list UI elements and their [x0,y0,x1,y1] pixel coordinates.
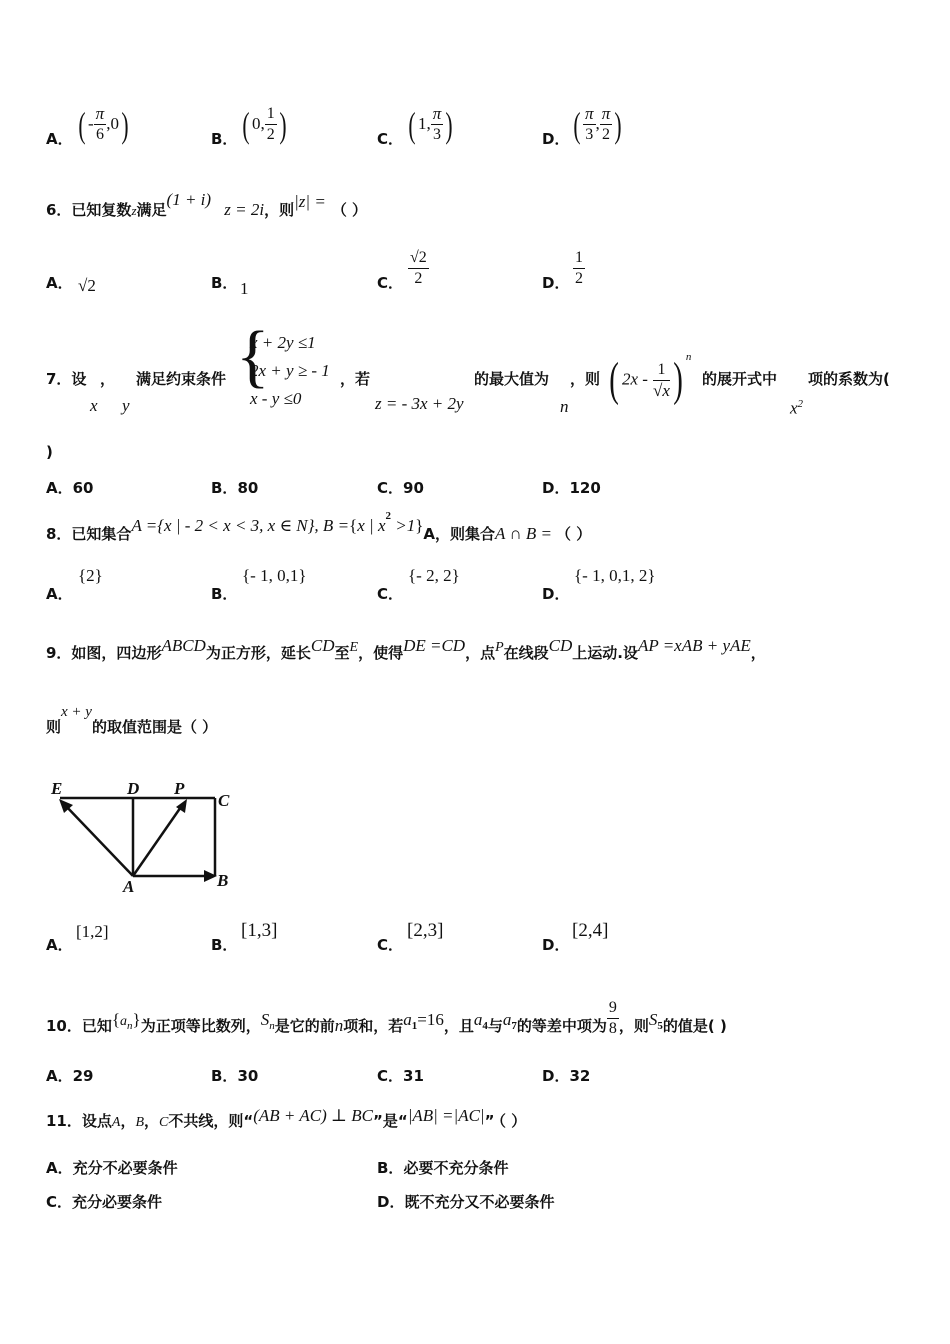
q6-option-d-value: $\frac{1}{2}$ [575,249,583,287]
q9-option-a-value: [1,2] [76,922,109,941]
q8-stem: 8．已知集合A ={x | - 2 < x < 3, x ∈ N}, B ={x | $x^2 >1\}A$，则集合A ∩ B = （ ） [46,510,592,543]
q9-stem-line2: 则x + y的取值范围是（ ） [46,704,218,736]
q9-option-b-label[interactable]: B． [211,936,238,954]
q5-option-a-value: ( - $\frac{\pi}{6}$ ,0) [78,104,129,145]
q9-option-c-label[interactable]: C． [377,936,404,954]
q6-option-b-label[interactable]: B． [211,274,238,292]
q11-option-c[interactable]: C．充分必要条件 [46,1193,163,1211]
q7-brace: { [236,318,270,395]
q7-var-n: n [560,397,569,416]
q5-option-d-label[interactable]: D． [542,130,570,148]
q7-option-c[interactable]: C．90 [377,479,424,497]
q9-option-d-value: [2,4] [572,920,609,941]
q7-close-paren: ) [46,443,53,461]
q6-option-d-label[interactable]: D． [542,274,570,292]
q7-constraint-3: x - y ≤0 [250,389,302,408]
q9-stem-line1: 9．如图，四边形ABCD为正方形，延长CD至E，使得DE =CD，点P在线段CD上运动.设AP =xAB + yAE， [46,636,766,662]
fig-label-a: A [123,877,135,894]
q8-option-c-value: {- 2, 2} [408,566,460,585]
q7-binomial: ( 2x - $\frac{1}{√x}$ ) $^n$ [609,351,692,406]
q7-x2: $x^2$ [790,398,804,418]
q7-label-a: 7．设 [46,370,87,388]
q9-option-b-value: [1,3] [241,920,278,941]
fig-label-b: B [217,871,229,890]
q7-option-b[interactable]: B．80 [211,479,259,497]
q8-option-d-value: {- 1, 0,1, 2} [574,566,656,585]
q7-constraint-2: 2x + y ≥ - 1 [250,361,330,380]
q5-option-b-label[interactable]: B． [211,130,238,148]
q7-label-d: 的最大值为 [474,370,550,388]
q11-option-d[interactable]: D．既不充分又不必要条件 [377,1193,555,1211]
q8-option-a-value: {2} [78,566,103,585]
q7-objective: z = - 3x + 2y [375,394,464,413]
q6-option-b-value: 1 [240,279,249,298]
q6-option-a-label[interactable]: A． [46,274,73,292]
q7-label-e: ，则 [570,370,601,388]
q11-option-a[interactable]: A．充分不必要条件 [46,1159,178,1177]
q9-option-a-label[interactable]: A． [46,936,73,954]
q7-comma: ， [100,370,116,388]
q5-option-c-label[interactable]: C． [377,130,404,148]
q5-option-c-value: ( 1, $\frac{\pi}{3}$ ) [408,104,453,145]
q8-option-b-label[interactable]: B． [211,585,238,603]
q8-option-d-label[interactable]: D． [542,585,570,603]
q10-option-a[interactable]: A．29 [46,1067,94,1085]
fig-label-e: E [51,779,63,798]
q6-option-c-label[interactable]: C． [377,274,404,292]
q7-var-y: y [122,396,130,415]
fig-label-c: C [218,791,230,810]
q8-option-a-label[interactable]: A． [46,585,73,603]
q9-option-d-label[interactable]: D． [542,936,570,954]
q7-label-f: 的展开式中 [702,370,778,388]
q7-label-c: ，若 [340,370,371,388]
q6-option-a-value: √2 [78,276,96,295]
q7-constraint-1: x + 2y ≤1 [250,333,316,352]
q5-option-d-value: ( $\frac{\pi}{3}$ , $\frac{\pi}{2}$ ) [573,104,622,145]
q6-stem: 6．已知复数z满足(1 + i) z = 2i，则|z| = （ ） [46,190,368,219]
q10-option-c[interactable]: C．31 [377,1067,424,1085]
q5-option-b-value: ( 0, $\frac{1}{2}$ ) [242,104,287,145]
q7-option-a[interactable]: A．60 [46,479,94,497]
q11-stem: 11．设点A，B，C不共线，则“(AB + AC) ⊥ BC”是“|AB| =|AC|” （ ） [46,1106,527,1130]
vector-ae [64,804,133,876]
fig-label-p: P [174,779,185,798]
q7-option-d[interactable]: D．120 [542,479,601,497]
q11-option-b[interactable]: B．必要不充分条件 [377,1159,509,1177]
q6-option-c-value: $\frac{√2}{2}$ [410,249,427,287]
q8-option-c-label[interactable]: C． [377,585,404,603]
q7-label-g: 项的系数为( [808,370,890,388]
q7-label-b: 满足约束条件 [136,370,227,388]
q9-figure [40,772,250,894]
q9-option-c-value: [2,3] [407,920,444,941]
q10-option-b[interactable]: B．30 [211,1067,259,1085]
vector-ap [133,804,183,876]
fig-label-d: D [127,779,140,798]
q10-option-d[interactable]: D．32 [542,1067,591,1085]
q8-option-b-value: {- 1, 0,1} [242,566,307,585]
q5-option-a-label[interactable]: A． [46,130,73,148]
q10-stem: 10．已知$\{a_n\}$为正项等比数列，$S_n$是它的前n项和，若$a_1=16$，且$a_4$与$a_7$的等差中项为 $\frac{9}{8}$ ，则$S_5$的值是( ) [46,999,727,1037]
q7-var-x: x [90,396,98,415]
